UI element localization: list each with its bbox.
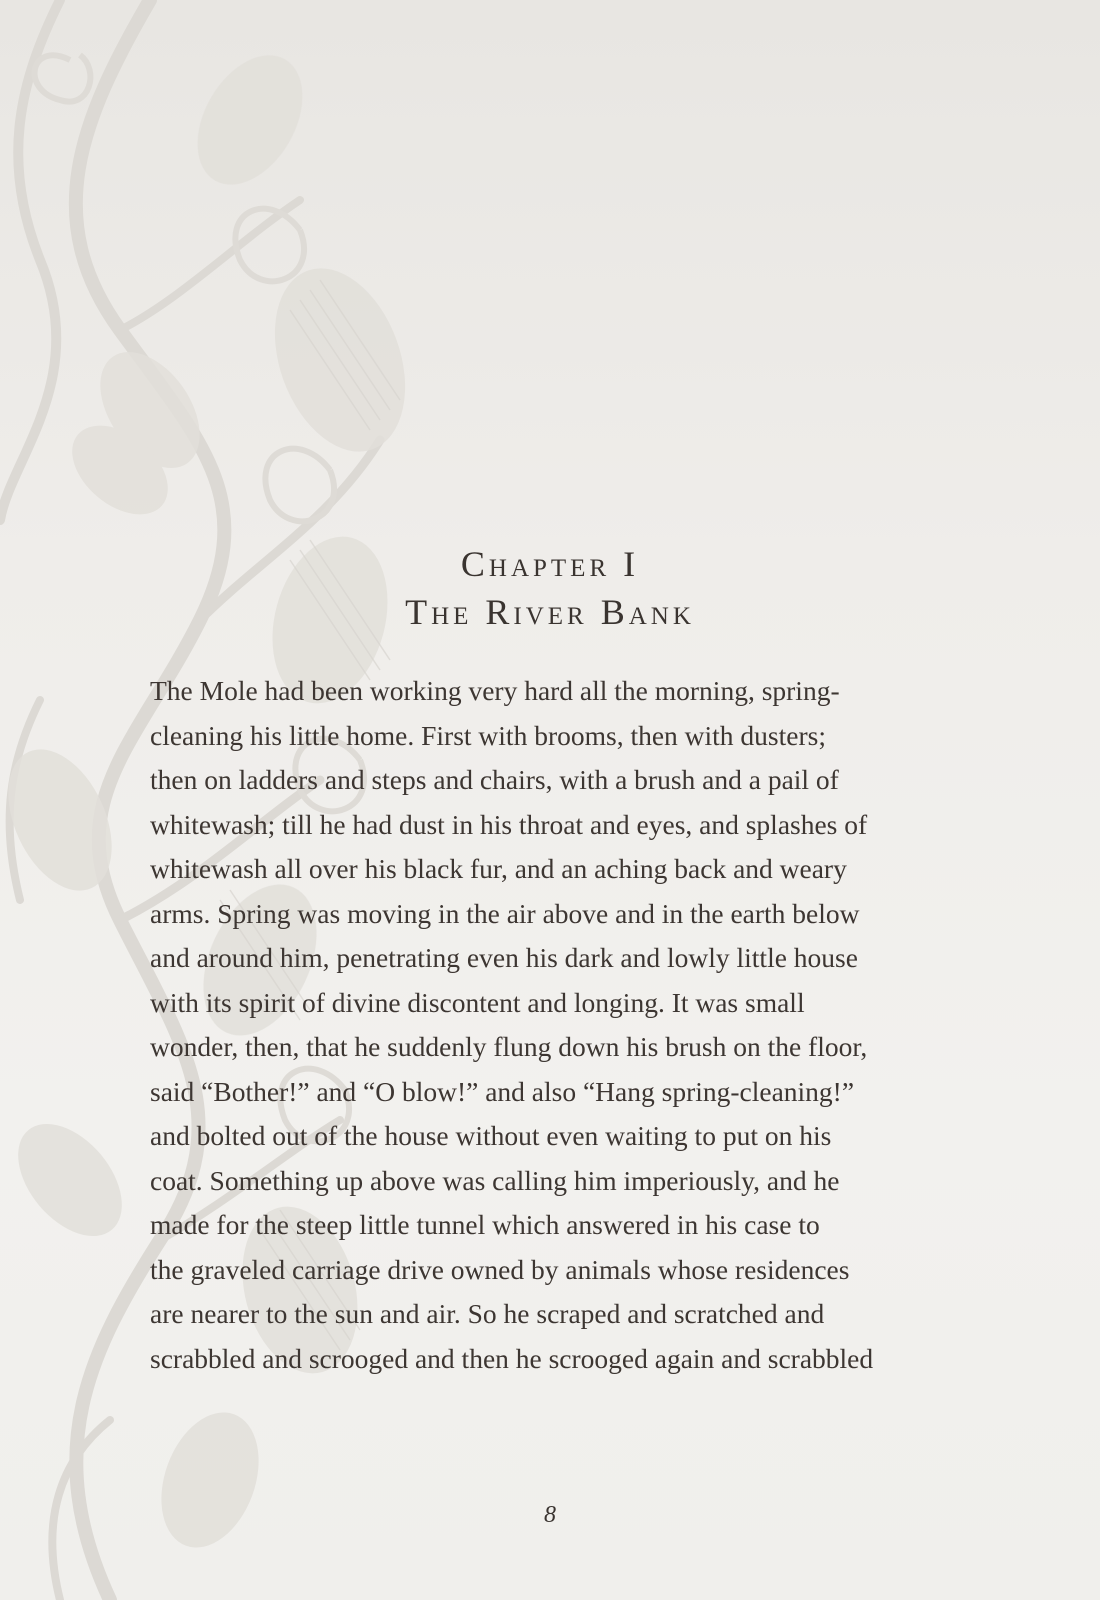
body-line: wonder, then, that he suddenly flung down his brush on the floor, <box>150 1031 868 1062</box>
body-line: and bolted out of the house without even waiting to put on his <box>150 1120 832 1151</box>
body-line: coat. Something up above was calling him imperiously, and he <box>150 1164 840 1196</box>
body-line: whitewash all over his black fur, and an aching back and weary <box>150 853 847 884</box>
body-line: scrabbled and scrooged and then he scrooged again and scrabbled <box>150 1342 874 1374</box>
body-line: with its spirit of divine discontent and longing. It was small <box>150 986 805 1018</box>
chapter-number: Chapter I <box>460 544 640 584</box>
body-line: are nearer to the sun and air. So he scraped and scratched and <box>150 1298 825 1329</box>
body-line: said “Bother!” and “O blow!” and also “Hang spring-cleaning!” <box>150 1075 855 1107</box>
body-line: The Mole had been working very hard all the morning, spring- <box>150 675 840 706</box>
body-line: arms. Spring was moving in the air above and in the earth below <box>150 897 860 929</box>
body-line: and around him, penetrating even his dark and lowly little house <box>150 942 858 973</box>
chapter-body-text <box>150 669 970 1381</box>
body-line: then on ladders and steps and chairs, with a brush and a pail of <box>150 764 839 795</box>
body-line: made for the steep little tunnel which answered in his case to <box>150 1209 820 1240</box>
body-line: whitewash; till he had dust in his throat and eyes, and splashes of <box>150 808 868 840</box>
body-line: cleaning his little home. First with brooms, then with dusters; <box>150 719 826 751</box>
chapter-heading <box>150 540 950 636</box>
body-line: the graveled carriage drive owned by animals whose residences <box>150 1253 850 1285</box>
page-number: 8 <box>544 1502 556 1528</box>
chapter-title: The River Bank <box>405 592 695 632</box>
